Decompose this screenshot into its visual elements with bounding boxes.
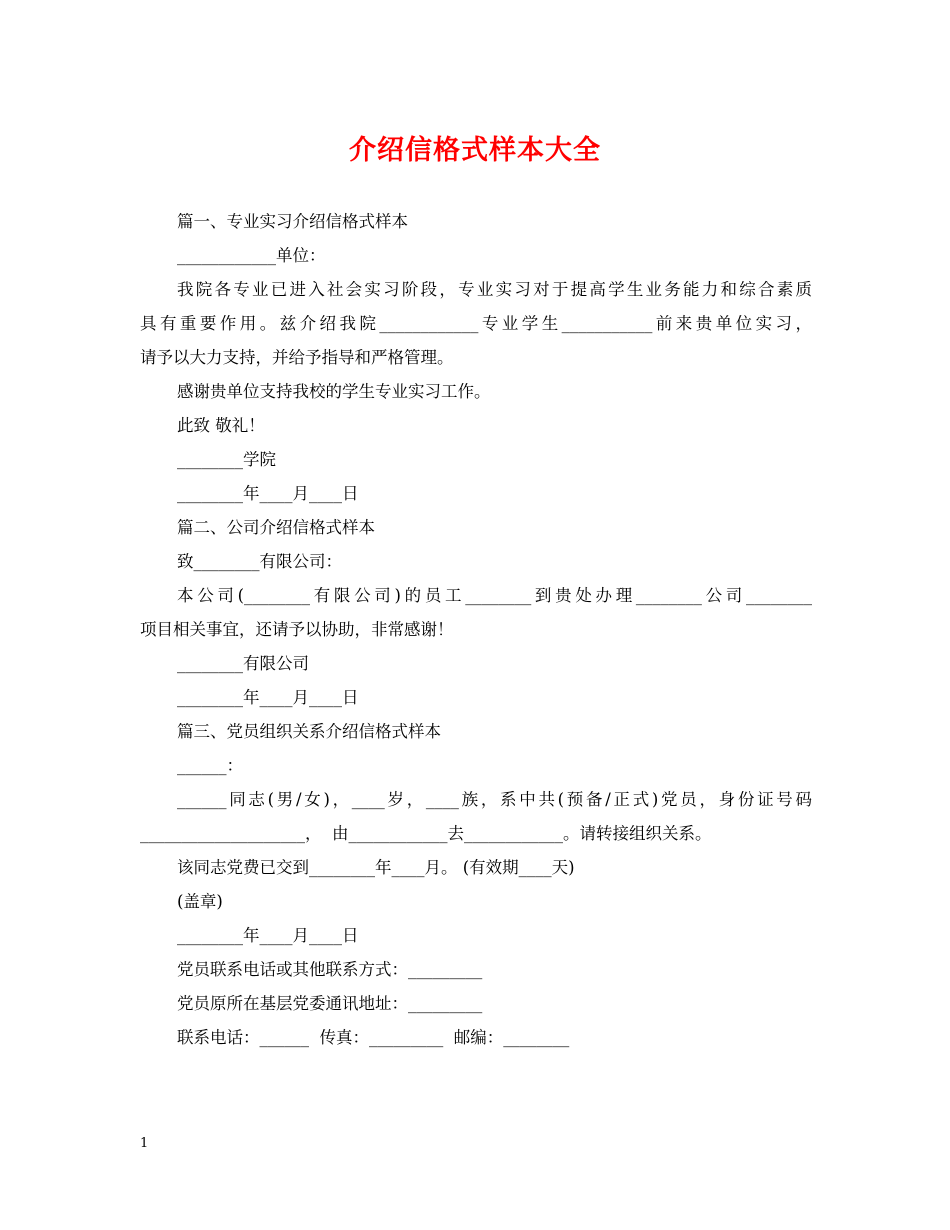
page-number: 1 [140,1136,149,1151]
body-line: 我院各专业已进入社会实习阶段，专业实习对于提高学生业务能力和综合素质 [177,280,812,299]
body-line: 党员原所在基层党委通讯地址：_________ [177,994,483,1013]
body-line: 此致 敬礼！ [177,416,265,435]
body-line: 联系电话：______ 传真：_________ 邮编：________ [177,1028,570,1047]
body-line: 本公司(________有限公司)的员工________到贵处办理________公司________ [177,586,812,605]
body-line: 篇三、党员组织关系介绍信格式样本 [177,722,441,741]
body-line: 篇二、公司介绍信格式样本 [177,518,375,537]
body-line: 请予以大力支持，并给予指导和严格管理。 [140,348,454,367]
body-line: ________年____月____日 [177,926,359,945]
body-line: 感谢贵单位支持我校的学生专业实习工作。 [177,382,491,401]
body-line: 篇一、专业实习介绍信格式样本 [177,212,408,231]
body-line: ________年____月____日 [177,688,359,707]
body-line: ________学院 [177,450,276,469]
body-line: 致________有限公司： [177,552,342,571]
body-line: ________年____月____日 [177,484,359,503]
body-line: ________有限公司 [177,654,309,673]
body-line: 项目相关事宜，还请予以协助，非常感谢！ [140,620,454,639]
body-line: 党员联系电话或其他联系方式：_________ [177,960,483,979]
body-line: ______： [177,756,243,775]
body-line: ____________________， 由____________去____________。请转接组织关系。 [140,824,712,843]
body-line: ____________单位： [177,246,326,265]
document-body [140,205,812,1055]
body-line: 该同志党费已交到________年____月。 (有效期____天) [177,858,575,877]
document-title: 介绍信格式样本大全 [349,135,601,166]
body-line: (盖章) [177,892,223,911]
body-line: ______同志(男/女)，____岁，____族，系中共(预备/正式)党员，身份证号码 [177,790,812,809]
body-line: 具有重要作用。兹介绍我院____________专业学生___________前来贵单位实习， [140,314,812,333]
